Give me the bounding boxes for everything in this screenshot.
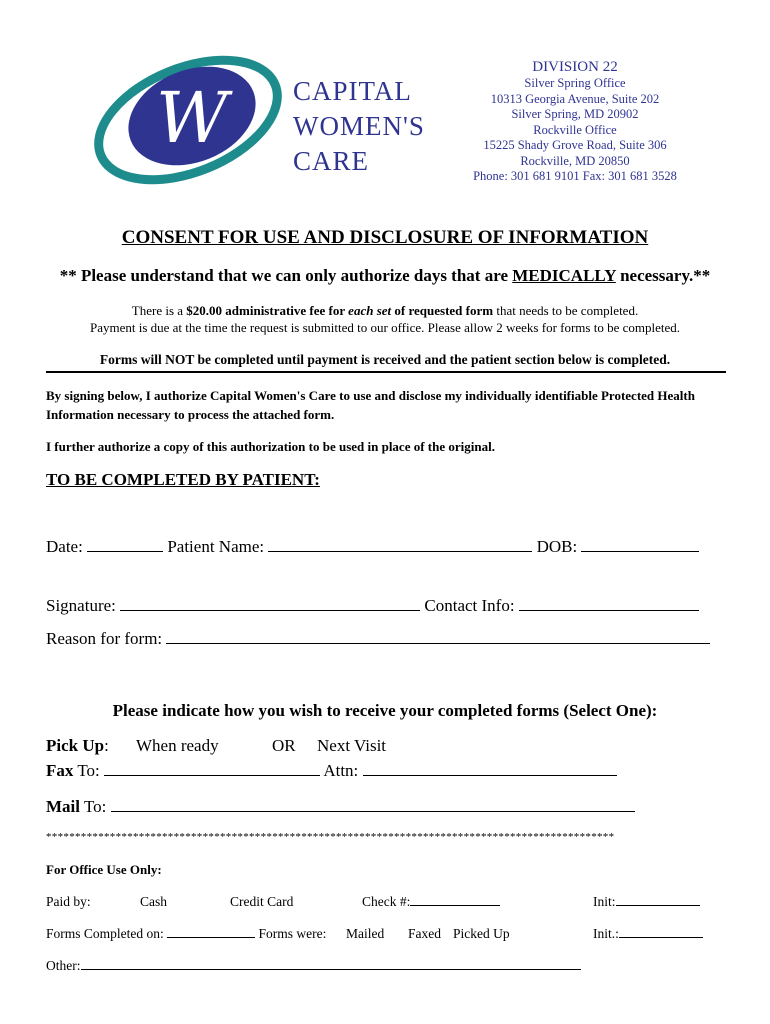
patient-name-label: Patient Name: xyxy=(167,537,265,556)
fee-text-1: There is a xyxy=(131,303,187,318)
svg-text:W: W xyxy=(156,77,228,159)
pickup-colon: : xyxy=(104,736,109,755)
fee-each-set: each set xyxy=(348,303,392,318)
office2-name: Rockville Office xyxy=(533,122,617,137)
medically-necessary-note xyxy=(0,266,770,286)
picked-up-option[interactable]: Picked Up xyxy=(453,926,510,941)
check-label: Check #: xyxy=(362,894,411,909)
fee-requested-form: of requested form xyxy=(391,303,494,318)
check-number-field[interactable] xyxy=(410,894,500,906)
note-emphasis: MEDICALLY xyxy=(512,266,616,285)
date-label: Date: xyxy=(46,537,83,556)
separator-stars: ************************************************************************************************** xyxy=(46,831,615,843)
note-pre: ** Please understand that we can only authorize days that are xyxy=(59,266,513,285)
patient-name-field[interactable] xyxy=(268,537,532,552)
init-row-1 xyxy=(593,894,700,910)
delivery-heading: Please indicate how you wish to receive your completed forms (Select One): xyxy=(112,701,658,720)
fee-line xyxy=(0,303,770,319)
brand-line-1: CAPITAL xyxy=(293,76,412,106)
init-field-2[interactable] xyxy=(619,926,703,938)
payment-line: Payment is due at the time the request is submitted to our office. Please allow 2 weeks for forms to be completed. xyxy=(89,320,681,335)
forms-completed-label: Forms Completed on: xyxy=(46,926,164,941)
office-use-heading: For Office Use Only: xyxy=(46,862,162,877)
forms-were-label: Forms were: xyxy=(258,926,327,941)
date-row xyxy=(46,537,699,557)
office-info xyxy=(440,58,710,185)
or-text: OR xyxy=(272,736,296,755)
fax-field[interactable] xyxy=(104,761,320,776)
patient-section-heading: TO BE COMPLETED BY PATIENT: xyxy=(46,470,320,489)
brand-line-2: WOMEN'S xyxy=(293,111,425,141)
other-label: Other: xyxy=(46,958,81,973)
credit-card-option[interactable]: Credit Card xyxy=(230,894,294,909)
date-field[interactable] xyxy=(87,537,163,552)
init-row-2 xyxy=(593,926,703,942)
faxed-option[interactable]: Faxed xyxy=(408,926,441,941)
other-field[interactable] xyxy=(81,958,581,970)
signature-label: Signature: xyxy=(46,596,116,615)
other-row xyxy=(46,958,581,974)
fee-text-2: that needs to be completed. xyxy=(493,303,639,318)
note-post: necessary.** xyxy=(615,266,711,285)
dob-field[interactable] xyxy=(581,537,699,552)
office1-address-2: Silver Spring, MD 20902 xyxy=(511,107,639,121)
mail-to-label: To: xyxy=(80,797,107,816)
check-row xyxy=(362,894,500,910)
mail-label: Mail xyxy=(46,797,80,816)
divider-line xyxy=(46,371,726,373)
office2-address-1: 15225 Shady Grove Road, Suite 306 xyxy=(483,138,667,152)
capital-womens-care-logo xyxy=(92,50,292,190)
contact-info-label: Contact Info: xyxy=(424,596,515,615)
fax-row xyxy=(46,761,617,781)
document-title: CONSENT FOR USE AND DISCLOSURE OF INFORMATION xyxy=(121,227,649,248)
attn-field[interactable] xyxy=(363,761,617,776)
init-field-1[interactable] xyxy=(616,894,700,906)
mailed-option[interactable]: Mailed xyxy=(346,926,385,941)
mail-row xyxy=(46,797,635,817)
forms-completed-row xyxy=(46,926,326,942)
mail-field[interactable] xyxy=(111,797,635,812)
phone-fax: Phone: 301 681 9101 Fax: 301 681 3528 xyxy=(473,169,677,183)
signature-field[interactable] xyxy=(120,596,420,611)
reason-row xyxy=(46,629,710,649)
office1-name: Silver Spring Office xyxy=(524,76,626,90)
payment-warning: Forms will NOT be completed until payment is received and the patient section below is completed. xyxy=(99,352,671,367)
authorization-text: By signing below, I authorize Capital Women's Care to use and disclose my individually identifiable Protected Health Information necessary to process the attached form. xyxy=(46,388,695,422)
forms-completed-field[interactable] xyxy=(167,926,255,938)
brand-line-3: CARE xyxy=(293,146,370,176)
cash-option[interactable]: Cash xyxy=(140,894,167,909)
fee-amount: $20.00 administrative fee for xyxy=(186,303,349,318)
next-visit-option[interactable]: Next Visit xyxy=(317,736,387,755)
reason-label: Reason for form: xyxy=(46,629,163,648)
fax-label: Fax xyxy=(46,761,74,780)
signature-row xyxy=(46,596,699,616)
division-label: DIVISION 22 xyxy=(532,59,618,75)
office1-address-1: 10313 Georgia Avenue, Suite 202 xyxy=(490,91,660,106)
pickup-row xyxy=(46,736,109,756)
when-ready-option[interactable]: When ready xyxy=(136,736,219,755)
attn-label: Attn: xyxy=(323,761,359,780)
office2-address-2: Rockville, MD 20850 xyxy=(520,153,630,168)
pickup-label: Pick Up xyxy=(46,736,105,755)
paid-by-label: Paid by: xyxy=(46,894,91,909)
fax-to-label: To: xyxy=(73,761,100,780)
init-label-1: Init: xyxy=(593,894,616,909)
contact-info-field[interactable] xyxy=(519,596,699,611)
init-label-2: Init.: xyxy=(593,926,619,941)
reason-field[interactable] xyxy=(166,629,710,644)
dob-label: DOB: xyxy=(536,537,578,556)
copy-authorization-text: I further authorize a copy of this authorization to be used in place of the original. xyxy=(46,439,495,454)
